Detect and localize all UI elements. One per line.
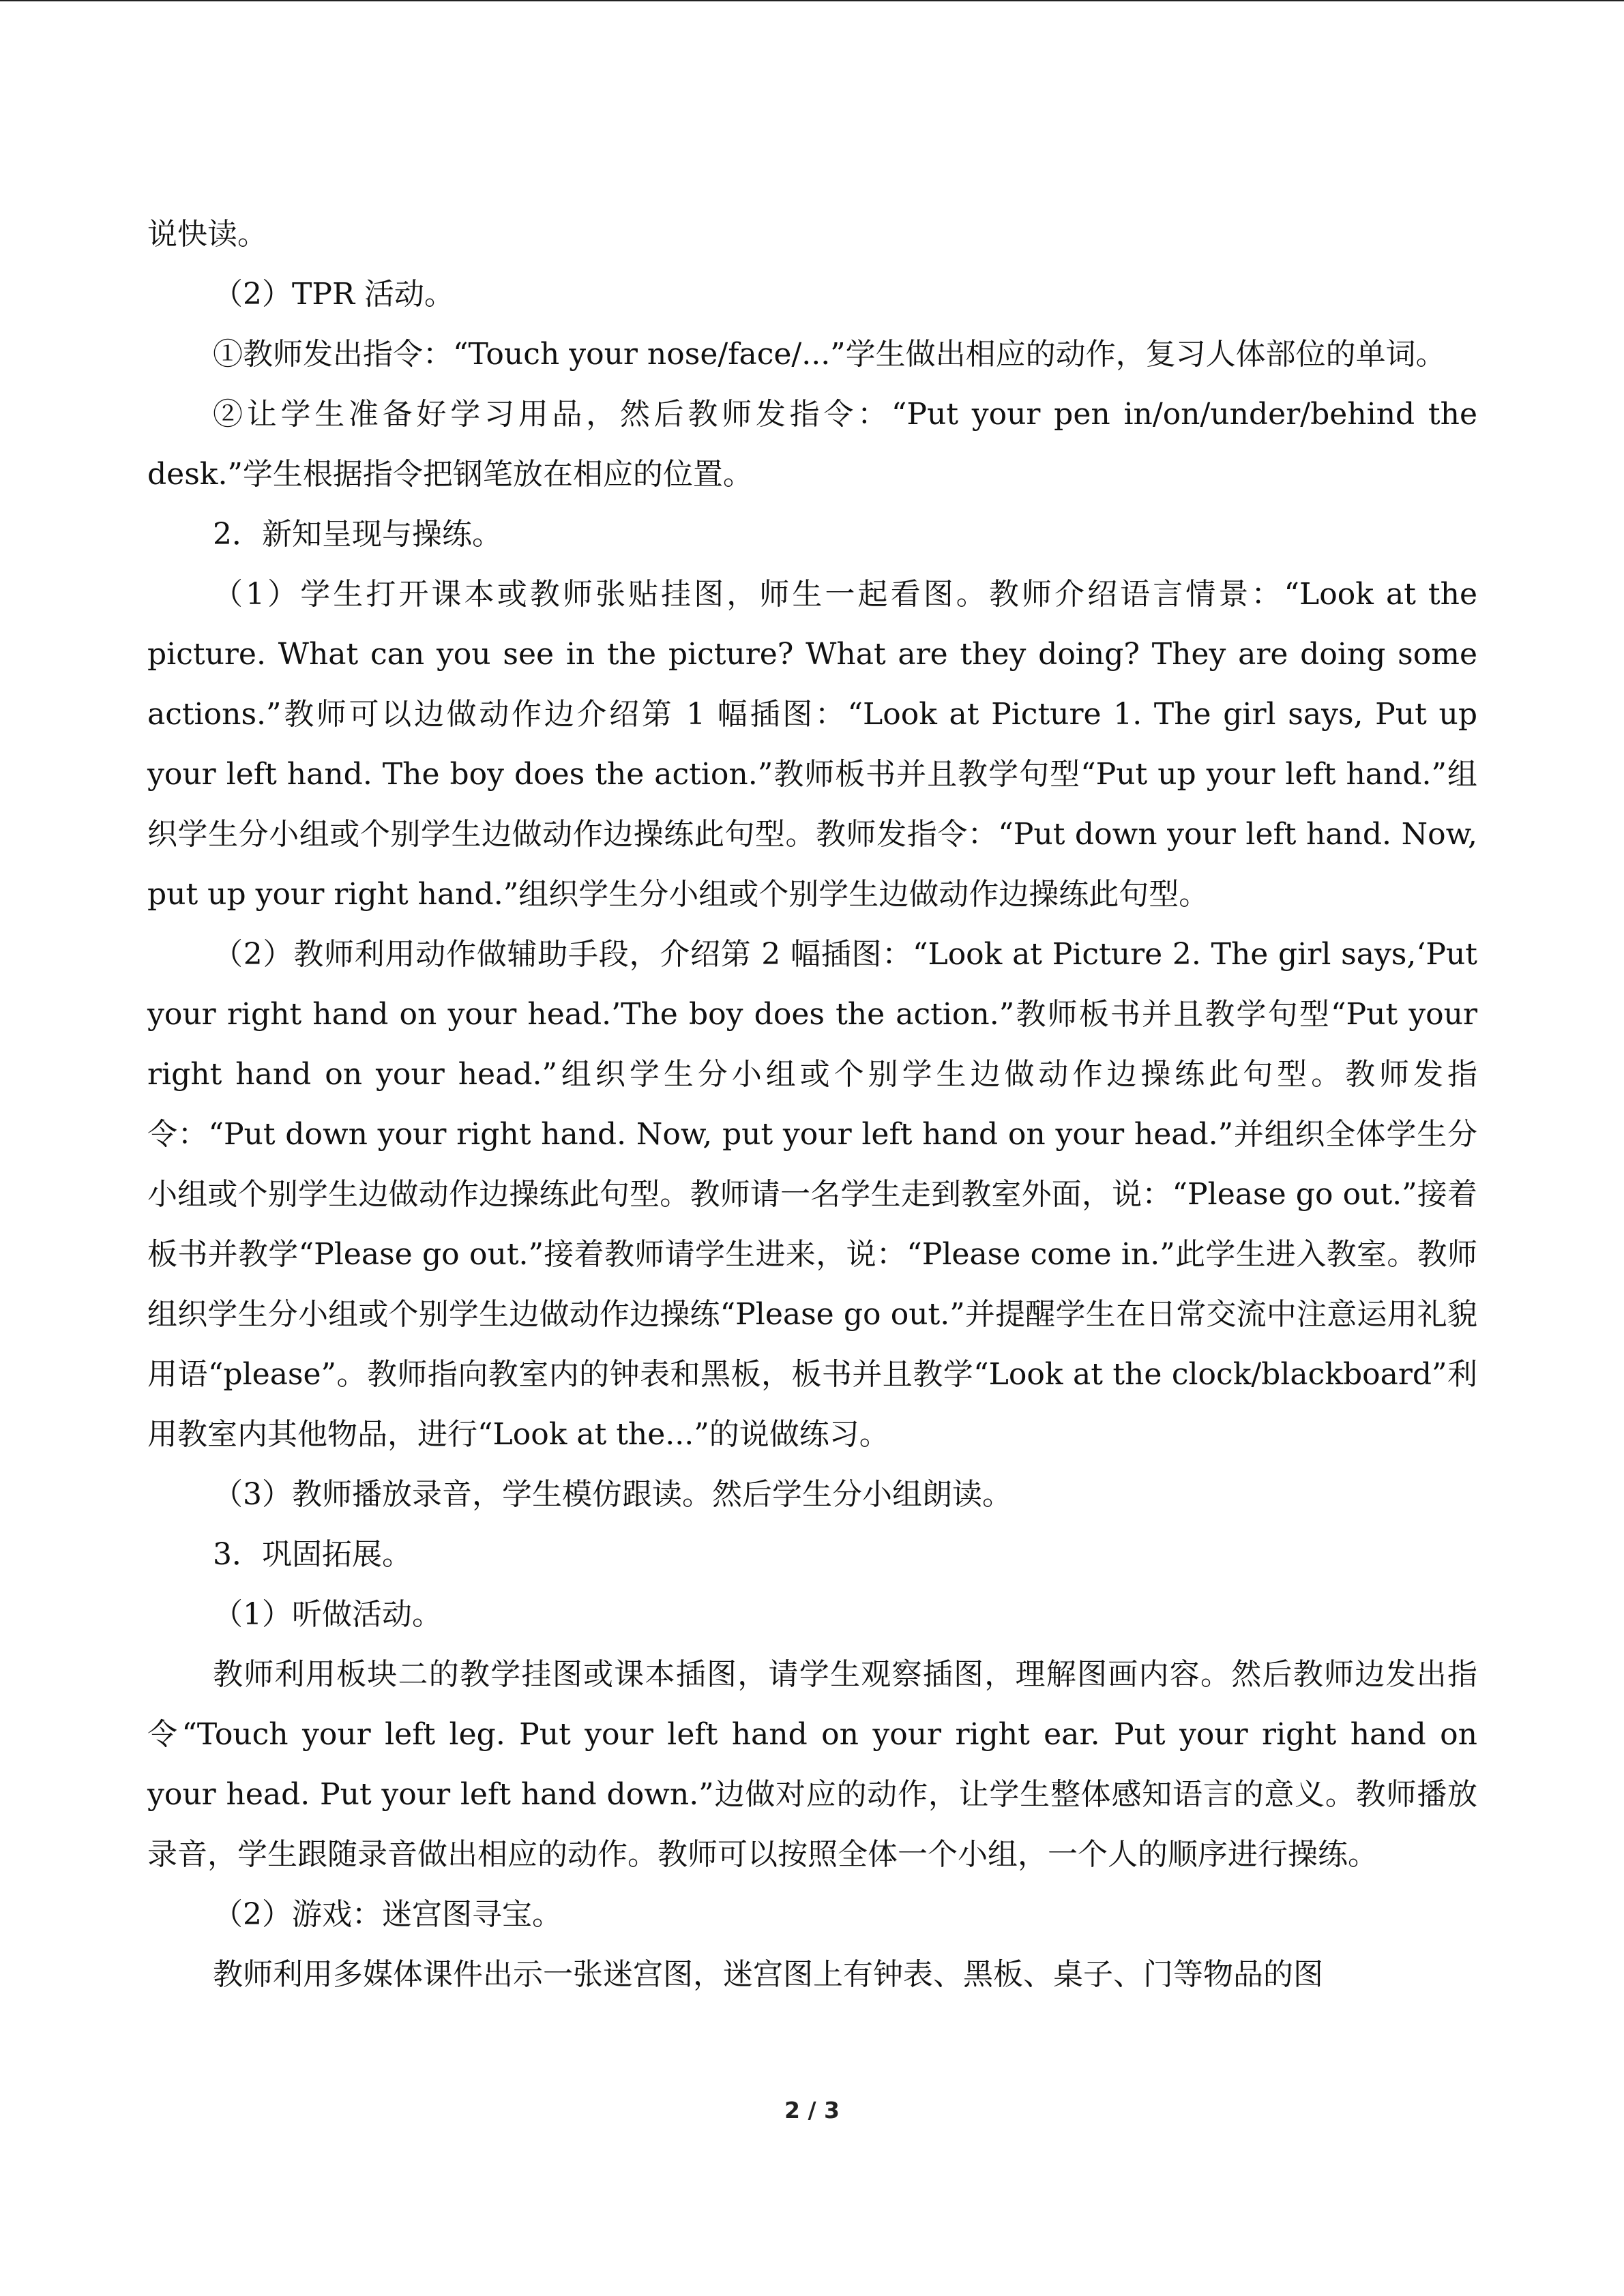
section-heading-consolidation: 3．巩固拓展。 (213, 1537, 412, 1572)
section-heading-new-knowledge: 2．新知呈现与操练。 (213, 517, 502, 552)
paragraph-tpr-step-1: ①教师发出指令：“Touch your nose/face/...”学生做出相应的动作，复习人体部位的单词。 (213, 337, 1446, 372)
paragraph-new-knowledge-1: （1）学生打开课本或教师张贴挂图，师生一起看图。教师介绍语言情景：“Look at the picture. What can you see in the picture? What are they doing? They are doing some actions.”教师可以边做动作边介绍第 1 幅插图：“Look at Picture 1. The girl says, Put up your left hand. The boy does the action.”教师板书并且教学句型“Put up your left hand.”组织学生分小组或个别学生边做动作边操练此句型。教师发指令：“Put down your left hand. Now, put up your right hand.”组织学生分小组或个别学生边做动作边操练此句型。 (147, 577, 1477, 912)
paragraph-tpr-step-2: ②让学生准备好学习用品，然后教师发指令：“Put your pen in/on/under/behind the desk.”学生根据指令把钢笔放在相应的位置。 (147, 397, 1477, 492)
paragraph-new-knowledge-3: （3）教师播放录音，学生模仿跟读。然后学生分小组朗读。 (213, 1477, 1012, 1512)
paragraph-listen-do-body: 教师利用板块二的教学挂图或课本插图，请学生观察插图，理解图画内容。然后教师边发出指令“Touch your left leg. Put your left hand on your right ear. Put your right hand on your head. Put your left hand down.”边做对应的动作，让学生整体感知语言的意义。教师播放录音，学生跟随录音做出相应的动作。教师可以按照全体一个小组，一个人的顺序进行操练。 (147, 1657, 1477, 1872)
paragraph-continuation: 说快读。 (147, 217, 267, 252)
paragraph-tpr-heading: （2）TPR 活动。 (213, 277, 455, 312)
paragraph-game-heading: （2）游戏：迷宫图寻宝。 (213, 1897, 562, 1932)
page-number: 2 / 3 (784, 2097, 840, 2123)
top-border-line (0, 0, 1624, 1)
paragraph-new-knowledge-2: （2）教师利用动作做辅助手段，介绍第 2 幅插图：“Look at Picture 2. The girl says,‘Put your right hand on your head.’The boy does the action.”教师板书并且教学句型“Put your right hand on your head.”组织学生分小组或个别学生边做动作边操练此句型。教师发指令：“Put down your right hand. Now, put your left hand on your head.”并组织全体学生分小组或个别学生边做动作边操练此句型。教师请一名学生走到教室外面，说：“Please go out.”接着板书并教学“Please go out.”接着教师请学生进来，说：“Please come in.”此学生进入教室。教师组织学生分小组或个别学生边做动作边操练“Please go out.”并提醒学生在日常交流中注意运用礼貌用语“please”。教师指向教室内的钟表和黑板，板书并且教学“Look at the clock/blackboard”利用教室内其他物品，进行“Look at the...”的说做练习。 (147, 937, 1477, 1452)
paragraph-game-body: 教师利用多媒体课件出示一张迷宫图，迷宫图上有钟表、黑板、桌子、门等物品的图 (213, 1957, 1323, 1992)
paragraph-listen-do-heading: （1）听做活动。 (213, 1597, 442, 1632)
document-body (147, 205, 1477, 2005)
